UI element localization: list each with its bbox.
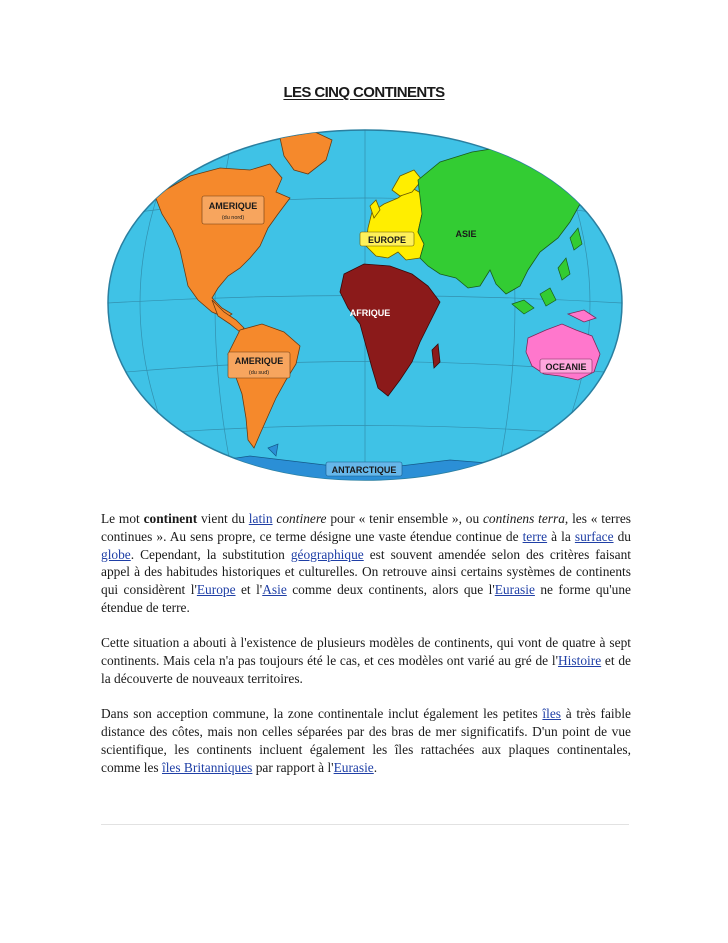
- link-latin[interactable]: latin: [248, 511, 273, 526]
- label-asia: ASIE: [455, 229, 477, 239]
- link-histoire[interactable]: Histoire: [558, 653, 602, 669]
- term-continere: continere: [276, 511, 327, 526]
- label-africa: AFRIQUE: [349, 308, 391, 318]
- text-run: comme deux continents, alors que l': [286, 582, 495, 598]
- text-run: vient du: [197, 511, 249, 526]
- text-run: à très faible distance des côtes, mais non celles séparées par des bras de mer significatifs. D'un point de vue scientifique, les continents incluent également les îles rattachées aux plaques continentales, comme les: [101, 706, 631, 775]
- link-globe[interactable]: globe: [101, 546, 131, 562]
- label-antarctica: ANTARCTIQUE: [331, 465, 397, 475]
- label-south-america-sub: (du sud): [248, 370, 270, 376]
- world-map: [100, 118, 630, 490]
- label-oceania: OCEANIE: [545, 362, 587, 372]
- text-run: du: [613, 528, 631, 544]
- link-eurasie-2[interactable]: Eurasie: [333, 759, 374, 775]
- link-asie[interactable]: Asie: [262, 582, 287, 598]
- text-run: , les « terres continues ». Au sens propre, ce terme désigne une vaste étendue continue de: [101, 511, 632, 544]
- world-map-svg: [100, 118, 630, 490]
- term-continens-terra: continens terra: [482, 511, 565, 526]
- text-run: et l': [235, 582, 263, 598]
- label-north-america-sub: (du nord): [221, 215, 245, 221]
- text-run: est souvent amendée selon des critères faisant appel à des habitudes historiques et culturelles. On retrouve ainsi certains systèmes de continents qui considèrent l': [101, 546, 631, 598]
- text-run: .: [373, 759, 378, 775]
- link-iles-britanniques[interactable]: îles Britanniques: [161, 759, 253, 775]
- label-europe: EUROPE: [367, 235, 407, 245]
- link-surface[interactable]: surface: [574, 528, 614, 544]
- page-title: LES CINQ CONTINENTS: [283, 84, 445, 101]
- link-geographique[interactable]: géographique: [290, 546, 364, 562]
- label-south-america: AMERIQUE: [234, 356, 284, 366]
- link-iles[interactable]: îles: [542, 706, 562, 722]
- text-run: Cette situation a abouti à l'existence de plusieurs modèles de continents, qui vont de quatre à sept continents. Mais cela n'a pas toujours été le cas, et ces modèles ont varié au gré de l': [101, 635, 631, 669]
- paragraph-2: [101, 634, 631, 687]
- article-body: [101, 510, 631, 794]
- text-run: Le mot: [101, 511, 144, 526]
- text-run: pour « tenir ensemble », ou: [326, 511, 483, 526]
- paragraph-1: [101, 510, 631, 617]
- text-run: . Cependant, la substitution: [130, 546, 291, 562]
- text-run: à la: [547, 528, 575, 544]
- text-run: Dans son acception commune, la zone continentale inclut également les petites: [101, 706, 543, 722]
- text-run: ne forme qu'une étendue de terre.: [101, 582, 631, 615]
- new-zealand: [608, 382, 616, 402]
- label-north-america: AMERIQUE: [208, 201, 258, 211]
- text-run: et de la découverte de nouveaux territoires.: [101, 653, 631, 686]
- link-europe[interactable]: Europe: [196, 582, 236, 598]
- text-run: par rapport à l': [252, 759, 334, 775]
- link-terre[interactable]: terre: [522, 528, 548, 544]
- link-eurasie[interactable]: Eurasie: [494, 582, 535, 598]
- term-continent: continent: [143, 511, 198, 526]
- divider: [101, 824, 629, 825]
- paragraph-3: [101, 705, 631, 776]
